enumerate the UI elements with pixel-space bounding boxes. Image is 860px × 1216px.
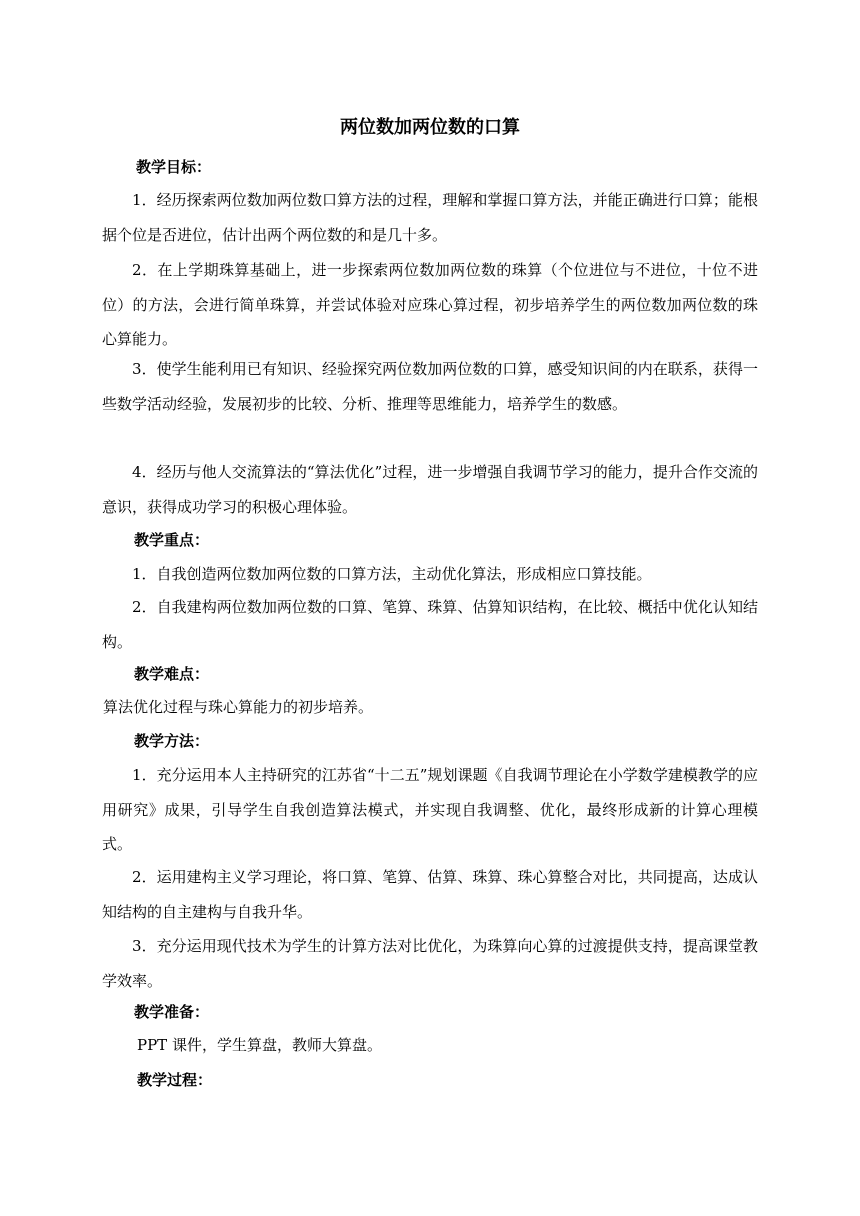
- process-heading: 教学过程：: [137, 1071, 213, 1089]
- objective-item-1: 1．经历探索两位数加两位数口算方法的过程，理解和掌握口算方法，并能正确进行口算；能根据个位是否进位，估计出两个两位数的和是几十多。: [102, 191, 758, 244]
- method-item-3: 3．充分运用现代技术为学生的计算方法对比优化，为珠算向心算的过渡提供支持，提高课堂教学效率。: [102, 937, 758, 990]
- objectives-heading: 教学目标：: [136, 158, 212, 176]
- key-point-item-2: 2．自我建构两位数加两位数的口算、笔算、珠算、估算知识结构，在比较、概括中优化认知结构。: [102, 598, 758, 651]
- key-point-item-1: 1．自我创造两位数加两位数的口算方法，主动优化算法，形成相应口算技能。: [132, 565, 652, 583]
- preparation-heading: 教学准备：: [134, 1003, 210, 1021]
- objective-item-2: 2．在上学期珠算基础上，进一步探索两位数加两位数的珠算（个位进位与不进位，十位不进位）的方法，会进行简单珠算，并尝试体验对应珠心算过程，初步培养学生的两位数加两位数的珠心算能力。: [102, 261, 758, 348]
- objective-item-4: 4．经历与他人交流算法的“算法优化”过程，进一步增强自我调节学习的能力，提升合作交流的意识，获得成功学习的积极心理体验。: [102, 463, 758, 516]
- method-item-2: 2．运用建构主义学习理论，将口算、笔算、估算、珠算、珠心算整合对比，共同提高，达成认知结构的自主建构与自我升华。: [102, 868, 758, 921]
- methods-heading: 教学方法：: [134, 732, 210, 750]
- preparation-text: PPT 课件，学生算盘，教师大算盘。: [137, 1036, 382, 1054]
- key-points-heading: 教学重点：: [134, 531, 210, 549]
- difficulties-text: 算法优化过程与珠心算能力的初步培养。: [103, 698, 374, 716]
- difficulties-heading: 教学难点：: [134, 665, 210, 683]
- document-title: 两位数加两位数的口算: [340, 117, 520, 138]
- method-item-1: 1．充分运用本人主持研究的江苏省“十二五”规划课题《自我调节理论在小学数学建模教学的应用研究》成果，引导学生自我创造算法模式，并实现自我调整、优化，最终形成新的计算心理模式。: [102, 766, 758, 853]
- objective-item-3: 3．使学生能利用已有知识、经验探究两位数加两位数的口算，感受知识间的内在联系，获得一些数学活动经验，发展初步的比较、分析、推理等思维能力，培养学生的数感。: [102, 360, 758, 413]
